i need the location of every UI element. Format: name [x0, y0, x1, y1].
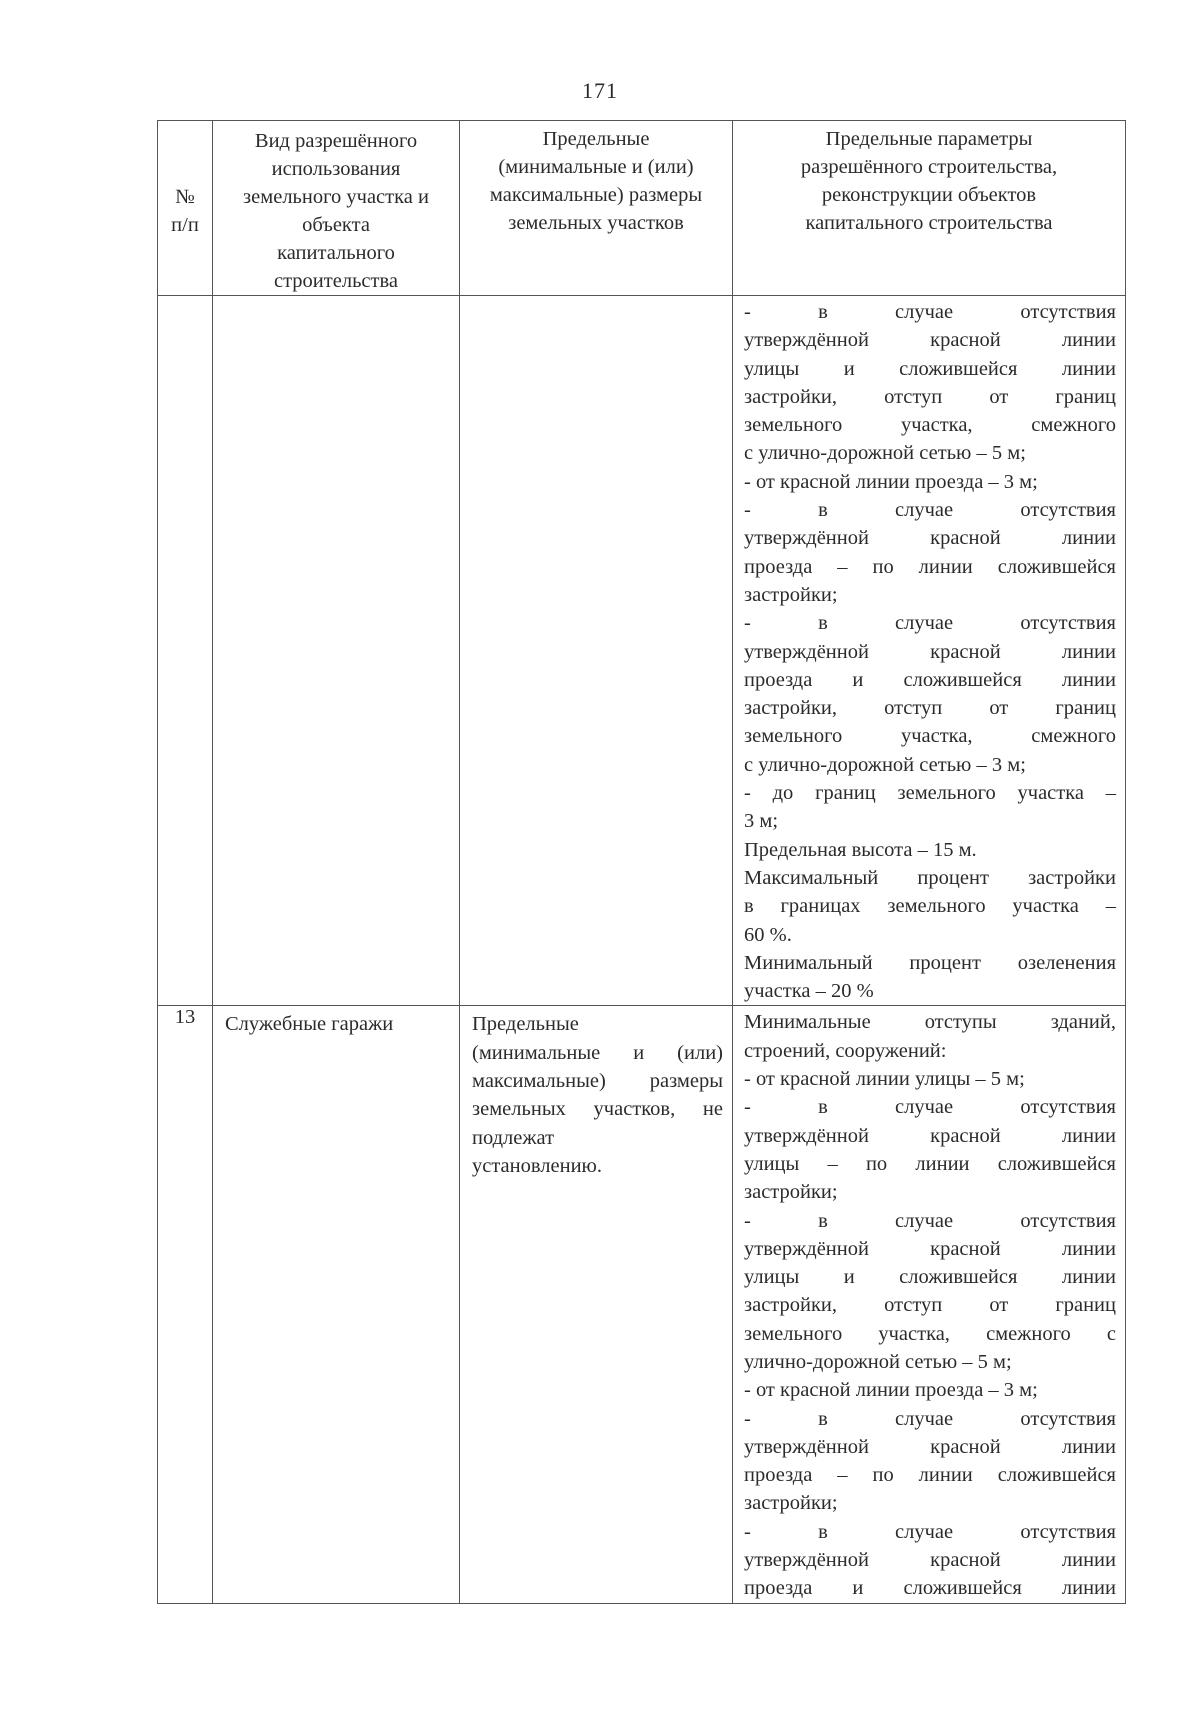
text-line: земельного участка, смежного	[744, 414, 1116, 437]
text-line: проезда и сложившейся линии	[744, 1577, 1116, 1600]
text-line: застройки;	[744, 583, 838, 606]
text-line: утверждённой красной линии	[744, 1237, 1116, 1260]
text-line: земельных участков, не	[472, 1098, 723, 1121]
text-line: (минимальные и (или)	[498, 156, 694, 178]
text-line: Предельные параметры	[825, 128, 1033, 150]
text-line: Минимальные отступы зданий,	[744, 1011, 1116, 1034]
row-plot-size-cell	[460, 296, 733, 1006]
text-line: максимальные) размеры	[472, 1070, 723, 1093]
text-line: - от красной линии проезда – 3 м;	[744, 470, 1038, 493]
table-header-row	[158, 121, 1126, 296]
text-line: максимальные) размеры	[489, 184, 703, 206]
text-line: улицы и сложившейся линии	[744, 357, 1116, 380]
text-line: капитального	[277, 242, 395, 264]
text-line: в границах земельного участка –	[744, 895, 1116, 918]
header-plot-size-cell	[460, 121, 733, 296]
text-line: земельного участка и	[243, 186, 429, 208]
text-line: проезда – по линии сложившейся	[744, 555, 1116, 578]
text-line: с улично-дорожной сетью – 3 м;	[744, 753, 1026, 776]
text-line: разрешённого строительства,	[800, 156, 1058, 178]
text-line: Минимальный процент озеленения	[744, 951, 1116, 974]
text-line: проезда и сложившейся линии	[744, 668, 1116, 691]
text-line: застройки;	[744, 1492, 838, 1515]
row-plot-size-text	[460, 1006, 732, 1180]
row-number-cell	[158, 296, 213, 1006]
header-number-cell	[158, 121, 213, 296]
text-line: утверждённой красной линии	[744, 527, 1116, 550]
text-line: утверждённой красной линии	[744, 1435, 1116, 1458]
text-line: утверждённой красной линии	[744, 329, 1116, 352]
text-line: капитального строительства	[805, 212, 1053, 234]
row-use-type-text	[213, 1006, 459, 1038]
text-line: земельного участка, смежного	[744, 725, 1116, 748]
header-plot-size-text	[460, 121, 732, 237]
text-line: - в случае отсутствия	[744, 612, 1116, 635]
header-use-type-cell	[213, 121, 460, 296]
row-params-text	[733, 1006, 1125, 1602]
text-line: застройки, отступ от границ	[744, 385, 1116, 408]
text-line: - в случае отсутствия	[744, 301, 1116, 323]
text-line: объекта	[302, 214, 370, 236]
text-line: застройки;	[744, 1181, 838, 1204]
table-row	[158, 296, 1126, 1006]
text-line: (минимальные и (или)	[472, 1041, 723, 1064]
text-line: - в случае отсутствия	[744, 1096, 1116, 1119]
text-line: 3 м;	[744, 810, 779, 833]
text-line: проезда – по линии сложившейся	[744, 1464, 1116, 1487]
text-line: установлению.	[472, 1154, 602, 1177]
text-line: улично-дорожной сетью – 5 м;	[744, 1350, 1012, 1373]
row-number-cell: 13	[158, 1006, 213, 1603]
text-line: застройки, отступ от границ	[744, 697, 1116, 720]
text-line: подлежат	[472, 1126, 555, 1149]
text-line: использования	[271, 158, 401, 180]
text-line: Предельные	[542, 128, 650, 150]
header-number-text	[158, 121, 212, 239]
text-line: застройки, отступ от границ	[744, 1294, 1116, 1317]
text-line: утверждённой красной линии	[744, 640, 1116, 663]
row-use-type-cell	[213, 1006, 460, 1603]
text-line: №	[175, 186, 195, 208]
text-line: улицы – по линии сложившейся	[744, 1152, 1116, 1175]
text-line: реконструкции объектов	[821, 184, 1037, 206]
page-number: 171	[582, 78, 618, 103]
text-line: Предельная высота – 15 м.	[744, 838, 977, 861]
header-construction-params-text	[733, 121, 1125, 237]
text-line: утверждённой красной линии	[744, 1549, 1116, 1572]
text-line: Максимальный процент застройки	[744, 866, 1116, 889]
row-use-type-cell	[213, 296, 460, 1006]
text-line: улицы и сложившейся линии	[744, 1266, 1116, 1289]
text-line: Предельные	[472, 1013, 579, 1036]
text-line: - от красной линии улицы – 5 м;	[744, 1068, 1025, 1091]
text-line: строительства	[274, 270, 398, 292]
row-plot-size-cell	[460, 1006, 733, 1603]
text-line: земельного участка, смежного с	[744, 1322, 1116, 1345]
text-line: 60 %.	[744, 923, 792, 946]
row-params-cell	[733, 1006, 1126, 1603]
text-line: - в случае отсутствия	[744, 1520, 1116, 1543]
text-line: земельных участков	[508, 212, 684, 234]
row-params-cell	[733, 296, 1126, 1006]
row-params-text	[733, 296, 1125, 1005]
text-line: - до границ земельного участка –	[744, 782, 1116, 805]
text-line: строений, сооружений:	[744, 1039, 947, 1062]
text-line: утверждённой красной линии	[744, 1124, 1116, 1147]
text-line: Служебные гаражи	[225, 1013, 394, 1036]
text-line: п/п	[171, 214, 199, 236]
text-line: Вид разрешённого	[254, 130, 418, 152]
header-use-type-text	[213, 121, 459, 295]
zoning-parameters-table	[157, 120, 1126, 1604]
header-construction-params-cell	[733, 121, 1126, 296]
table-row	[158, 1006, 1126, 1603]
text-line: - в случае отсутствия	[744, 499, 1116, 522]
text-line: - в случае отсутствия	[744, 1407, 1116, 1430]
text-line: - в случае отсутствия	[744, 1209, 1116, 1232]
text-line: участка – 20 %	[744, 980, 874, 1003]
text-line: - от красной линии проезда – 3 м;	[744, 1379, 1038, 1402]
text-line: с улично-дорожной сетью – 5 м;	[744, 442, 1026, 465]
